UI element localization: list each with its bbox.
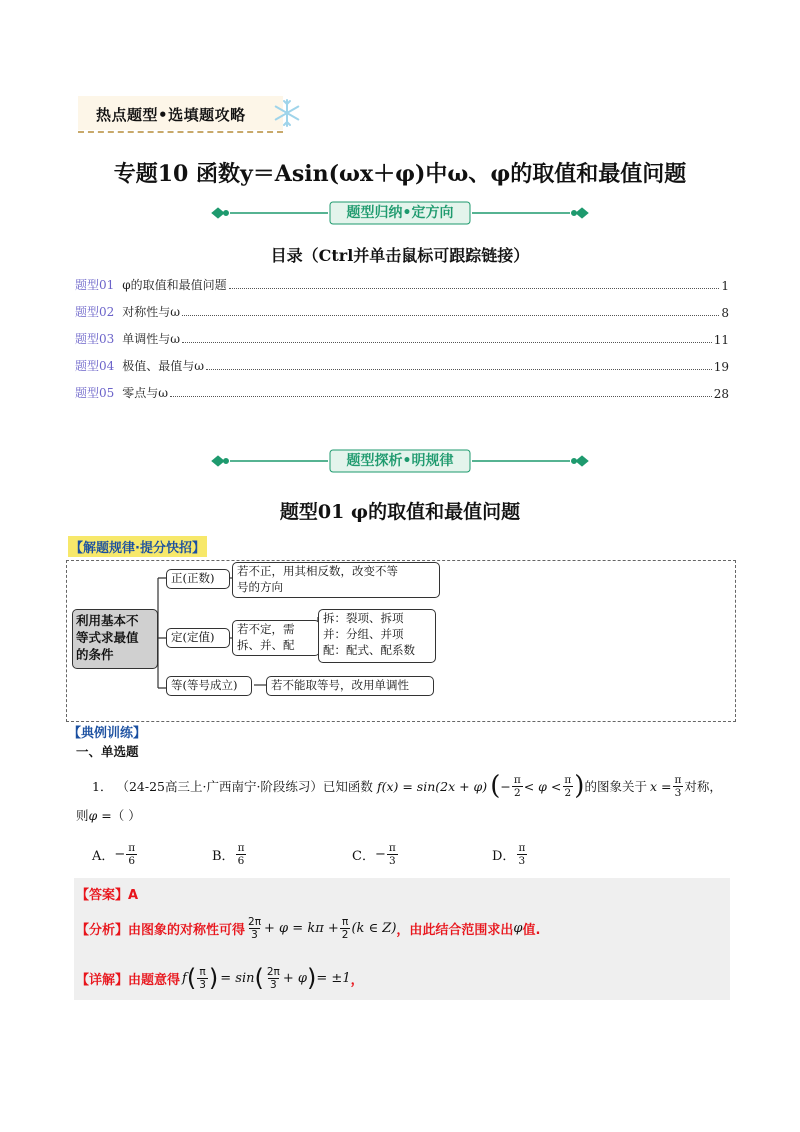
question-stem-line2: 则φ =（ ） [76,808,141,823]
option-c[interactable]: C． − $\frac{\pi}{3}$ [352,842,396,867]
diagram-detail-ding: 拆：裂项、拆项 并：分组、并项 配：配式、配系数 [318,609,436,663]
range-upper-fraction: $\frac{\pi}{2}$ [564,773,572,799]
tip-label: 【解题规律·提分快招】 [68,536,207,557]
toc-item-text[interactable]: 极值、最值与ω [122,359,205,373]
toc-item[interactable] [75,273,729,293]
range-close-paren: ) [574,771,585,801]
toc-item-page[interactable]: 11 [713,333,729,347]
diagram-root-node: 利用基本不 等式求最值 的条件 [72,609,158,669]
toc-leader [206,368,712,370]
toc-item[interactable] [75,300,729,320]
toc-item[interactable] [75,327,729,347]
symmetry-fraction: $\frac{\pi}{3}$ [674,773,682,799]
range-sign: − [500,778,511,794]
banner-section-analysis [210,448,590,474]
diagram-note-zheng: 若不正，用其相反数，改变不等 号的方向 [232,562,440,598]
diagram-node-zheng: 正(正数) [166,569,230,589]
diagram-note-deng: 若不能取等号，改用单调性 [266,676,434,696]
function-expression: f(x) = sin(2x + φ) [376,778,488,794]
banner-section-overview [210,200,590,226]
question-stem [92,766,722,806]
toc-item-page[interactable]: 19 [713,360,729,374]
toc-item-text[interactable]: φ的取值和最值问题 [122,278,227,292]
toc-item-tag[interactable]: 题型01 [75,278,115,292]
range-inequality: < φ < [523,778,562,794]
option-b[interactable]: B． $\frac{\pi}{6}$ [212,842,245,867]
toc-item-tag[interactable]: 题型04 [75,359,115,373]
sub-heading: 一、单选题 [76,744,139,759]
option-d[interactable]: D． $\frac{\pi}{3}$ [492,842,526,867]
example-label: 【典例训练】 [68,726,147,741]
symmetry-axis: x = [649,778,672,794]
diagram-note-ding: 若不定，需 拆、并、配 [232,620,320,656]
toc-item-tag[interactable]: 题型03 [75,332,115,346]
toc-item[interactable] [75,381,729,401]
answer-label: 【答案】A [76,888,139,903]
banner-label: 题型探析•明规律 [346,453,454,469]
option-a[interactable]: A． − $\frac{\pi}{6}$ [92,842,136,867]
toc-item-text[interactable]: 对称性与ω [122,305,181,319]
toc-item-page[interactable]: 8 [721,306,729,320]
toc-item-page[interactable]: 1 [721,279,729,293]
question-symmetry-end: 对称， [684,779,722,794]
toc-item-tag[interactable]: 题型05 [75,386,115,400]
toc-item-page[interactable]: 28 [713,387,729,401]
diagram-node-deng: 等(等号成立) [166,676,252,696]
diagram-node-ding: 定(定值) [166,628,230,648]
range-open-paren: ( [490,771,501,801]
snowflake-icon [272,98,302,128]
header-divider [78,131,283,133]
detail-line: 【详解】由题意得 f ( $\frac{\pi}{3}$ ) = sin ( $\frac{2\pi}{3}$ + φ ) = ±1 ， [76,964,364,992]
toc-leader [182,341,712,343]
toc-leader [182,314,719,316]
question-source: （24-25高三上·广西南宁·阶段练习）已知函数 [116,779,373,794]
toc-leader [229,287,720,289]
toc-item-text[interactable]: 零点与ω [122,386,169,400]
page-title: 专题10 函数y＝Asin(ωx＋φ)中ω、φ的取值和最值问题 [113,161,687,187]
banner-label: 题型归纳•定方向 [346,205,454,221]
header-tag: 热点题型•选填题攻略 [96,106,246,124]
toc-item-text[interactable]: 单调性与ω [122,332,181,346]
question-number: 1． [92,779,113,794]
toc-item-tag[interactable]: 题型02 [75,305,115,319]
toc-item[interactable] [75,354,729,374]
section-title: 题型01 φ的取值和最值问题 [279,501,521,523]
range-lower-fraction: $\frac{\pi}{2}$ [513,773,521,799]
toc-title: 目录（Ctrl并单击鼠标可跟踪链接） [270,246,530,265]
toc-leader [170,395,712,397]
question-symmetry-text: 的图象关于 [584,779,647,794]
analysis-line: 【分析】由图象的对称性可得 $\frac{2\pi}{3}$ + φ = kπ + $\frac{\pi}{2}$ (k ∈ Z) ，由此结合范围求出 φ 值. [76,915,541,941]
